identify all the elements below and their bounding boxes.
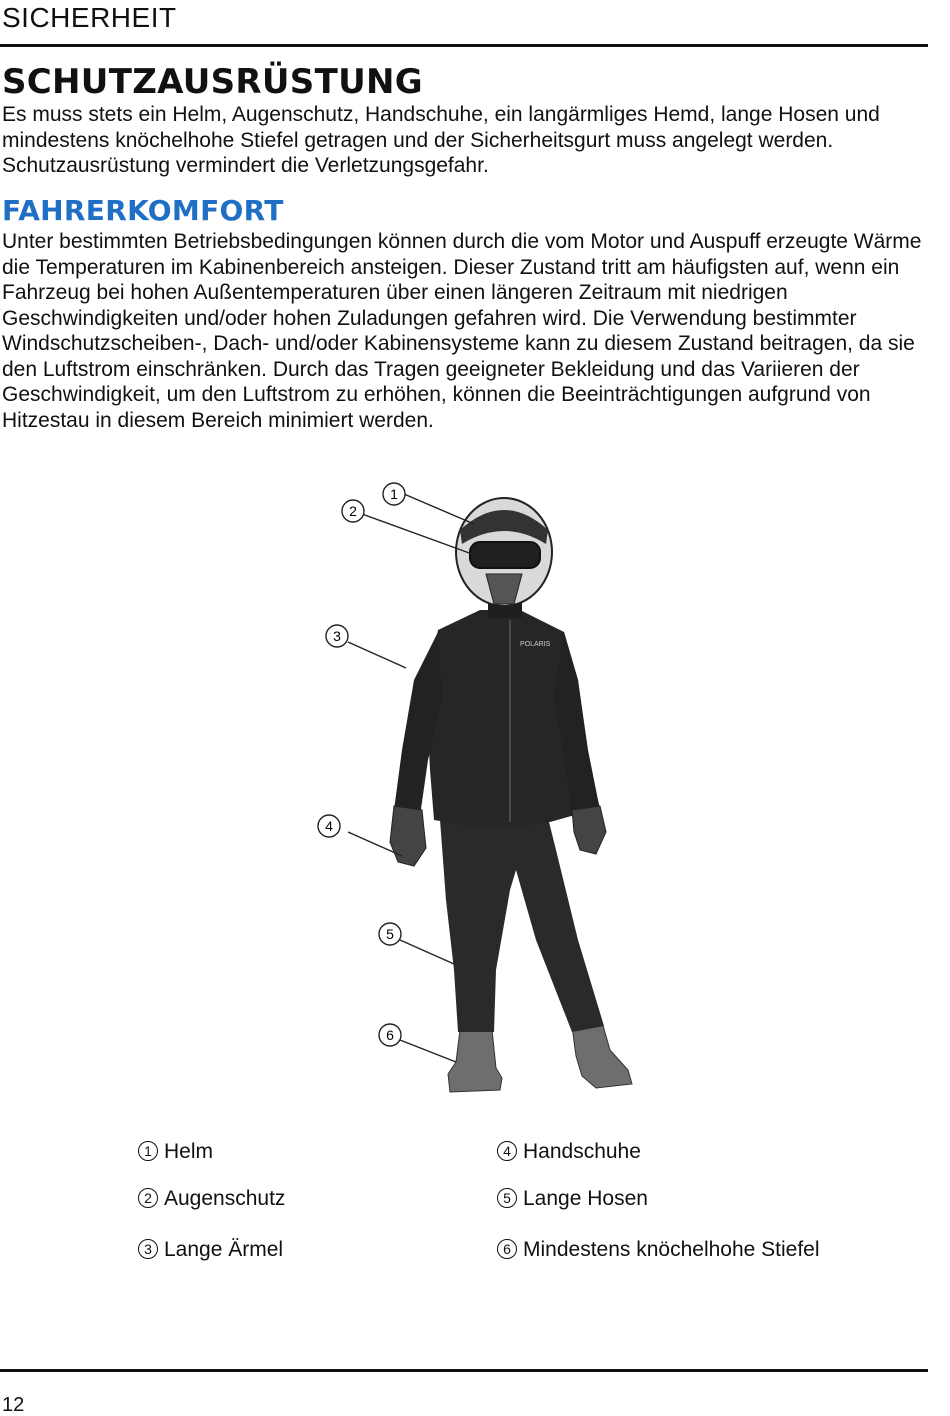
legend-item-stiefel — [497, 1238, 820, 1262]
callout-4 — [318, 815, 340, 837]
legend-number: 2 — [138, 1188, 158, 1208]
legend-label: Helm — [164, 1140, 214, 1163]
legend-label: Lange Ärmel — [164, 1238, 284, 1261]
legend-item-lange-hosen — [497, 1187, 648, 1211]
callout-6 — [379, 1024, 401, 1046]
callout-1 — [383, 483, 405, 505]
legend-number: 4 — [497, 1141, 517, 1161]
svg-text:1: 1 — [390, 486, 398, 502]
protective-gear-figure — [310, 470, 650, 1110]
header-divider — [0, 44, 928, 47]
heading-fahrerkomfort: FAHRERKOMFORT — [2, 194, 284, 227]
legend-item-augenschutz — [138, 1187, 285, 1211]
pants — [440, 818, 604, 1032]
glove-right — [572, 806, 606, 854]
paragraph-fahrerkomfort: Unter bestimmten Betriebsbedingungen können durch die vom Motor und Auspuff erzeugte Wärme die Temperaturen im Kabinenbereich ansteigen. Dieser Zustand tritt am häufigsten auf, wenn ein Fahrzeug bei hohen Außentemperaturen über einen längeren Zeitraum mit niedrigen Geschwindigkeiten und/oder hohen Zuladungen gefahren wird. Die Verwendung bestimmter Windschutzscheiben-, Dach- und/oder Kabinensysteme kann zu diesem Zustand beitragen, da sie den Luftstrom einschränken. Durch das Tragen geeigneter Bekleidung und das Variieren der Geschwindigkeit, um den Luftstrom zu erhöhen, können die Beeinträchtigungen aufgrund von Hitzestau in diesem Bereich minimiert werden. — [2, 230, 922, 432]
legend-item-lange-aermel — [138, 1238, 283, 1262]
page-number: 12 — [2, 1394, 25, 1416]
callout-2 — [342, 500, 364, 522]
legend-number: 5 — [497, 1188, 517, 1208]
legend-number: 6 — [497, 1239, 517, 1259]
rider-illustration — [310, 470, 650, 1110]
section-header: SICHERHEIT — [2, 2, 177, 33]
legend-label: Handschuhe — [523, 1140, 641, 1163]
legend-number: 3 — [138, 1239, 158, 1259]
svg-text:3: 3 — [333, 628, 341, 644]
paragraph-schutzausruestung: Es muss stets ein Helm, Augenschutz, Handschuhe, ein langärmliges Hemd, lange Hosen und mindestens knöchelhohe Stiefel getragen und der Sicherheitsgurt muss angelegt werden. Schutzausrüstung vermindert die Verletzungsgefahr. — [2, 103, 880, 177]
heading-schutzausruestung: SCHUTZAUSRÜSTUNG — [2, 62, 423, 102]
legend-item-helm — [138, 1140, 213, 1164]
glove-left — [390, 806, 426, 866]
callout-3 — [326, 625, 348, 647]
callout-5 — [379, 923, 401, 945]
legend-label: Lange Hosen — [523, 1187, 648, 1210]
svg-text:5: 5 — [386, 926, 394, 942]
boot-right — [572, 1022, 632, 1088]
svg-text:6: 6 — [386, 1027, 394, 1043]
footer-divider — [0, 1369, 928, 1372]
legend-label: Mindestens knöchelhohe Stiefel — [523, 1238, 820, 1261]
legend-number: 1 — [138, 1141, 158, 1161]
svg-text:2: 2 — [349, 503, 357, 519]
jacket-logo: POLARIS — [520, 641, 551, 648]
legend-label: Augenschutz — [164, 1187, 286, 1210]
boot-left — [448, 1030, 502, 1092]
goggles — [470, 542, 540, 568]
svg-text:4: 4 — [325, 818, 333, 834]
legend-item-handschuhe — [497, 1140, 641, 1164]
